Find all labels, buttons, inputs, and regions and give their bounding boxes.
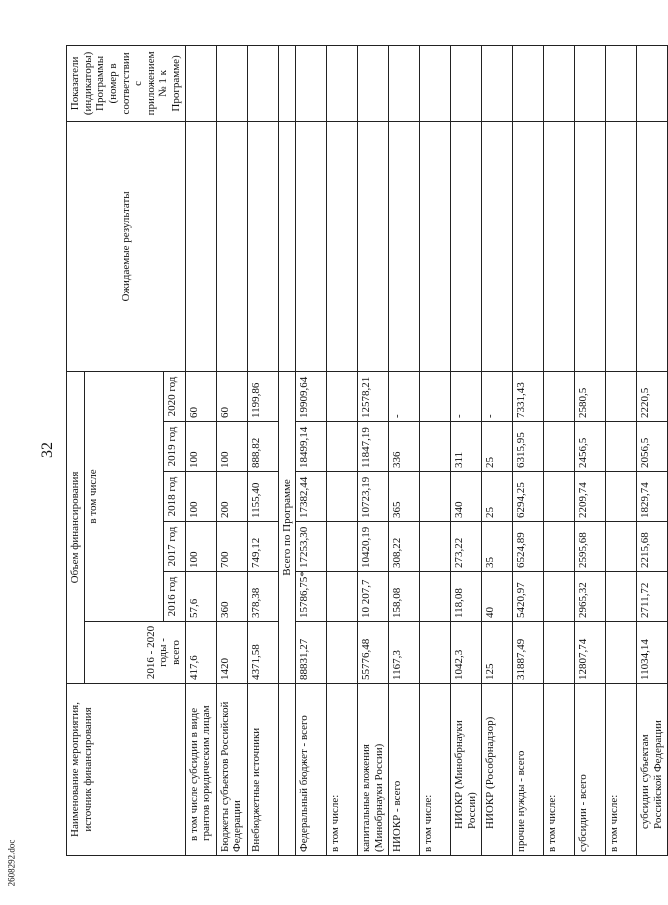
cell-y2016: 10 207,7 [358, 572, 389, 622]
cell-y2018 [544, 472, 575, 522]
cell-indicators [296, 45, 327, 121]
cell-total: 125 [482, 622, 513, 684]
section-blank [278, 45, 296, 121]
cell-indicators [513, 45, 544, 121]
cell-y2017: 749,12 [247, 522, 278, 572]
cell-y2018: 1829,74 [637, 472, 668, 522]
table-row [185, 45, 216, 855]
cell-y2019: 311 [451, 422, 482, 472]
cell-results [482, 121, 513, 371]
cell-y2018: 6294,25 [513, 472, 544, 522]
table-row [513, 45, 544, 855]
cell-y2018 [420, 472, 451, 522]
table-row [327, 45, 358, 855]
table-row [358, 45, 389, 855]
cell-y2017: 2215,68 [637, 522, 668, 572]
cell-y2018: 365 [389, 472, 420, 522]
cell-y2020: - [389, 371, 420, 421]
section-row [278, 45, 296, 855]
cell-y2018: 100 [185, 472, 216, 522]
cell-results [513, 121, 544, 371]
cell-results [420, 121, 451, 371]
cell-y2016 [327, 572, 358, 622]
row-name: Бюджеты субъектов Российской Федерации [216, 684, 247, 856]
table-row [451, 45, 482, 855]
cell-y2020: 60 [185, 371, 216, 421]
cell-y2016: 5420,97 [513, 572, 544, 622]
cell-y2020: 60 [216, 371, 247, 421]
cell-indicators [216, 45, 247, 121]
table-row [247, 45, 278, 855]
cell-total: 4371,58 [247, 622, 278, 684]
cell-total [606, 622, 637, 684]
cell-y2016: 57,6 [185, 572, 216, 622]
section-blank [278, 121, 296, 371]
header-y2016: 2016 год [164, 572, 185, 622]
cell-y2018: 340 [451, 472, 482, 522]
cell-indicators [389, 45, 420, 121]
cell-y2019 [606, 422, 637, 472]
header-funding: Объем финансирования [67, 371, 85, 683]
cell-y2018 [327, 472, 358, 522]
table-row [389, 45, 420, 855]
header-y2018: 2018 год [164, 472, 185, 522]
table-body [185, 45, 668, 855]
header-y2020: 2020 год [164, 371, 185, 421]
cell-y2020 [544, 371, 575, 421]
cell-y2017 [327, 522, 358, 572]
cell-y2019: 25 [482, 422, 513, 472]
rotated-table-area [66, 46, 665, 856]
header-y2017: 2017 год [164, 522, 185, 572]
cell-results [389, 121, 420, 371]
table-row [216, 45, 247, 855]
cell-y2016: 360 [216, 572, 247, 622]
header-indicators: Показатели (индикаторы) Программы (номер в соответствии с приложением № 1 к Программе) [67, 45, 186, 121]
cell-indicators [606, 45, 637, 121]
cell-y2016: 2711,72 [637, 572, 668, 622]
cell-y2017: 100 [185, 522, 216, 572]
row-name: субсидии - всего [575, 684, 606, 856]
row-name: НИОКР (Минобрнауки России) [451, 684, 482, 856]
cell-results [216, 121, 247, 371]
table-row [544, 45, 575, 855]
cell-total: 88831,27 [296, 622, 327, 684]
cell-y2019 [420, 422, 451, 472]
row-name: Внебюджетные источники [247, 684, 278, 856]
cell-y2020 [327, 371, 358, 421]
cell-y2017: 35 [482, 522, 513, 572]
cell-y2019: 18499,14 [296, 422, 327, 472]
row-name: Федеральный бюджет - всего [296, 684, 327, 856]
cell-y2020: - [482, 371, 513, 421]
cell-y2017 [544, 522, 575, 572]
cell-y2020: 12578,21 [358, 371, 389, 421]
cell-y2017 [606, 522, 637, 572]
cell-y2020 [606, 371, 637, 421]
footer-file-reference: 2608292.doc [6, 839, 17, 887]
cell-results [296, 121, 327, 371]
cell-results [247, 121, 278, 371]
cell-y2020: - [451, 371, 482, 421]
cell-y2016: 118,08 [451, 572, 482, 622]
cell-y2020 [420, 371, 451, 421]
header-name: Наименование мероприятия, источник финансирования [67, 684, 186, 856]
cell-total: 31887,49 [513, 622, 544, 684]
table-row [482, 45, 513, 855]
cell-y2017: 17253,30 [296, 522, 327, 572]
cell-results [185, 121, 216, 371]
cell-y2019: 336 [389, 422, 420, 472]
cell-y2018: 17382,44 [296, 472, 327, 522]
cell-indicators [451, 45, 482, 121]
cell-y2017 [420, 522, 451, 572]
cell-y2020: 7331,43 [513, 371, 544, 421]
cell-total: 1420 [216, 622, 247, 684]
cell-total [420, 622, 451, 684]
cell-total [544, 622, 575, 684]
cell-indicators [185, 45, 216, 121]
row-name: в том числе: [420, 684, 451, 856]
cell-y2018: 25 [482, 472, 513, 522]
header-total: 2016 - 2020 годы - всего [84, 622, 185, 684]
cell-total: 1167,3 [389, 622, 420, 684]
cell-y2016: 40 [482, 572, 513, 622]
cell-y2020: 19909,64 [296, 371, 327, 421]
row-name: в том числе: [606, 684, 637, 856]
cell-total: 11034,14 [637, 622, 668, 684]
cell-results [327, 121, 358, 371]
cell-total: 417,6 [185, 622, 216, 684]
row-name: в том числе: [327, 684, 358, 856]
cell-y2017: 273,22 [451, 522, 482, 572]
row-name: в том числе: [544, 684, 575, 856]
cell-y2018 [606, 472, 637, 522]
cell-y2016: 2965,32 [575, 572, 606, 622]
cell-y2016: 15786,75* [296, 572, 327, 622]
cell-total: 12807,74 [575, 622, 606, 684]
cell-y2019 [544, 422, 575, 472]
rotated-table-canvas [66, 46, 665, 856]
section-label: Всего по Программе [278, 371, 296, 683]
header-incl: в том числе [84, 371, 164, 621]
cell-y2019: 2456,5 [575, 422, 606, 472]
funding-table [66, 45, 668, 856]
cell-y2020: 1199,86 [247, 371, 278, 421]
header-y2019: 2019 год [164, 422, 185, 472]
cell-indicators [327, 45, 358, 121]
cell-total [327, 622, 358, 684]
cell-y2016 [544, 572, 575, 622]
table-row [637, 45, 668, 855]
cell-indicators [637, 45, 668, 121]
cell-indicators [544, 45, 575, 121]
cell-y2016 [606, 572, 637, 622]
cell-results [451, 121, 482, 371]
cell-y2017: 2595,68 [575, 522, 606, 572]
cell-y2018: 1155,40 [247, 472, 278, 522]
cell-results [606, 121, 637, 371]
cell-y2020: 2220,5 [637, 371, 668, 421]
cell-results [358, 121, 389, 371]
table-row [296, 45, 327, 855]
row-name: НИОКР (Рособрнадзор) [482, 684, 513, 856]
cell-indicators [358, 45, 389, 121]
table-row [420, 45, 451, 855]
cell-y2016: 158,08 [389, 572, 420, 622]
header-results: Ожидаемые результаты [67, 121, 186, 371]
cell-y2017: 700 [216, 522, 247, 572]
row-name: в том числе субсидии в виде грантов юридическим лицам [185, 684, 216, 856]
cell-y2017: 6524,89 [513, 522, 544, 572]
cell-results [575, 121, 606, 371]
cell-indicators [482, 45, 513, 121]
table-row [606, 45, 637, 855]
cell-indicators [575, 45, 606, 121]
cell-y2019: 6315,95 [513, 422, 544, 472]
cell-indicators [247, 45, 278, 121]
cell-indicators [420, 45, 451, 121]
cell-y2019: 11847,19 [358, 422, 389, 472]
table-row [575, 45, 606, 855]
row-name: прочие нужды - всего [513, 684, 544, 856]
cell-results [637, 121, 668, 371]
row-name: капитальные вложения (Минобрнауки России) [358, 684, 389, 856]
cell-y2019: 888,82 [247, 422, 278, 472]
cell-y2016 [420, 572, 451, 622]
section-blank [278, 684, 296, 856]
cell-y2017: 308,22 [389, 522, 420, 572]
cell-y2020: 2580,5 [575, 371, 606, 421]
row-name: субсидии субъектам Российской Федерации [637, 684, 668, 856]
cell-y2017: 10420,19 [358, 522, 389, 572]
cell-y2019: 2056,5 [637, 422, 668, 472]
cell-y2018: 200 [216, 472, 247, 522]
cell-results [544, 121, 575, 371]
cell-total: 1042,3 [451, 622, 482, 684]
cell-y2018: 10723,19 [358, 472, 389, 522]
cell-y2016: 378,38 [247, 572, 278, 622]
cell-y2019: 100 [185, 422, 216, 472]
row-name: НИОКР - всего [389, 684, 420, 856]
cell-y2018: 2209,74 [575, 472, 606, 522]
cell-y2019: 100 [216, 422, 247, 472]
cell-y2019 [327, 422, 358, 472]
page-number: 32 [39, 442, 56, 458]
cell-total: 55776,48 [358, 622, 389, 684]
